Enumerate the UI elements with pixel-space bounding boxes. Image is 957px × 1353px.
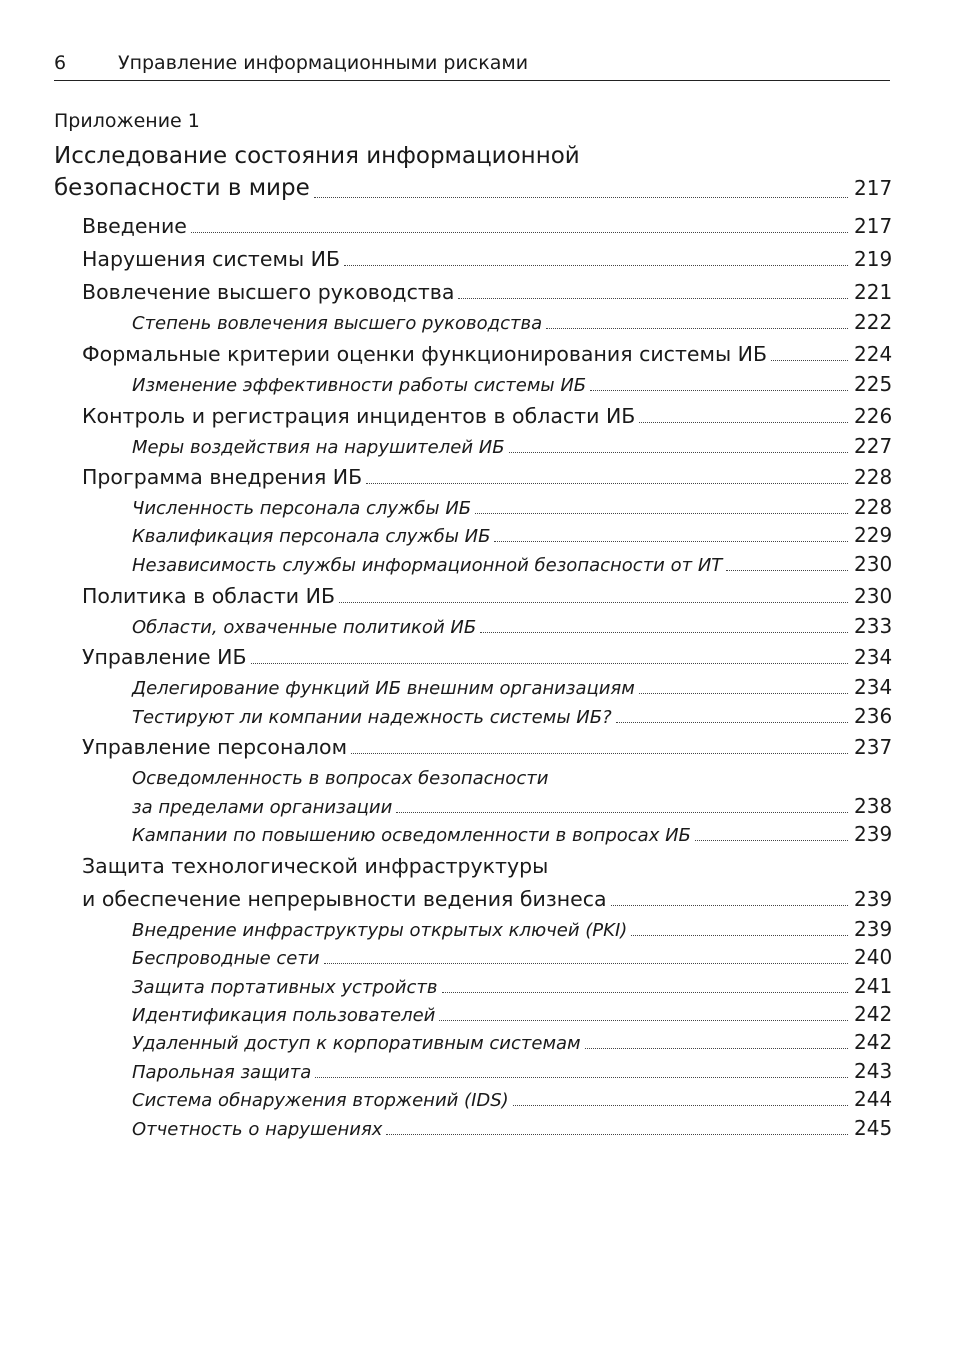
toc-entry: [54, 459, 893, 489]
toc-entry: [54, 911, 893, 941]
toc-entry-page: 233: [854, 614, 893, 638]
toc-entry: [54, 517, 893, 547]
toc-entry-label: Система обнаружения вторжений (IDS): [132, 1090, 509, 1111]
toc-entry: [54, 336, 893, 366]
page-number: 6: [54, 52, 67, 74]
toc-entry-label: Квалификация персонала службы ИБ: [132, 526, 491, 547]
toc-entry: [54, 1110, 893, 1140]
toc-entry-page: 245: [854, 1116, 893, 1140]
leader-dots: [631, 934, 848, 936]
toc-entry: [54, 546, 893, 576]
toc-entry-label: Нарушения системы ИБ: [82, 247, 341, 271]
leader-dots: [396, 811, 848, 813]
toc-entry-page: 229: [854, 523, 893, 547]
leader-dots: [494, 540, 848, 542]
toc-entry-page: 243: [854, 1059, 893, 1083]
toc-entry-page: 242: [854, 1030, 893, 1054]
toc-entry: [54, 366, 893, 396]
toc-entry: [54, 788, 893, 818]
leader-dots: [480, 631, 848, 633]
leader-dots: [442, 991, 849, 993]
leader-dots: [366, 482, 848, 484]
leader-dots: [616, 721, 848, 723]
toc-entry-page: 226: [854, 404, 893, 428]
toc-entry-label: Защита технологической инфраструктуры: [82, 854, 549, 878]
toc-entry: [54, 939, 893, 969]
toc-entry: [54, 428, 893, 458]
leader-dots: [344, 264, 848, 266]
appendix-title: [54, 140, 893, 204]
leader-dots: [513, 1104, 848, 1106]
toc-entry-page: 224: [854, 342, 893, 366]
running-title: Управление информационными рисками: [118, 52, 529, 74]
toc-entry-label: Области, охваченные политикой ИБ: [132, 617, 477, 638]
toc-entry-page: 240: [854, 945, 893, 969]
toc-entry-label: Численность персонала службы ИБ: [132, 498, 472, 519]
toc-entry-label: Тестируют ли компании надежность системы ИБ?: [132, 707, 612, 728]
toc-entry-page: 221: [854, 280, 893, 304]
running-header: [54, 50, 890, 81]
toc-entry-label: и обеспечение непрерывности ведения бизнеса: [82, 887, 607, 911]
toc-entry: [54, 968, 893, 998]
leader-dots: [771, 359, 848, 361]
leader-dots: [324, 962, 848, 964]
toc-entry-label: Удаленный доступ к корпоративным системам: [132, 1033, 581, 1054]
leader-dots: [339, 601, 848, 603]
leader-dots: [251, 662, 848, 664]
leader-dots: [351, 752, 848, 754]
toc-entry: [54, 1053, 893, 1083]
toc-entry-label: Программа внедрения ИБ: [82, 465, 363, 489]
toc-entry: [54, 1081, 893, 1111]
toc-entry-page: 242: [854, 1002, 893, 1026]
appendix-title-text: безопасности в мире: [54, 175, 310, 201]
toc-entry: [54, 698, 893, 728]
toc-entry: [54, 274, 893, 304]
appendix-label: Приложение 1: [54, 110, 200, 132]
toc-entry-page: 238: [854, 794, 893, 818]
leader-dots: [611, 904, 848, 906]
toc-entry: [54, 398, 893, 428]
toc-entry: [54, 489, 893, 519]
toc-entry-label: Отчетность о нарушениях: [132, 1119, 383, 1140]
toc-entry-label: Кампании по повышению осведомленности в вопросах ИБ: [132, 825, 691, 846]
toc-entry-page: 228: [854, 495, 893, 519]
toc-entry: [54, 848, 890, 878]
leader-dots: [475, 512, 848, 514]
leader-dots: [695, 839, 848, 841]
toc-entry: [54, 729, 893, 759]
leader-dots: [546, 327, 848, 329]
leader-dots: [639, 421, 848, 423]
toc-entry: [54, 996, 893, 1026]
toc-entry-page: 219: [854, 247, 893, 271]
toc-entry: [54, 1024, 893, 1054]
toc-entry-label: Идентификация пользователей: [132, 1005, 436, 1026]
toc-entry-label: Изменение эффективности работы системы ИБ: [132, 375, 587, 396]
toc-entry-page: 236: [854, 704, 893, 728]
toc-entry-label: Парольная защита: [132, 1062, 312, 1083]
toc-entry-label: Контроль и регистрация инцидентов в области ИБ: [82, 404, 636, 428]
leader-dots: [726, 569, 848, 571]
toc-entry-label: Делегирование функций ИБ внешним организациям: [132, 678, 635, 699]
toc-entry-label: Политика в области ИБ: [82, 584, 336, 608]
toc-entry-page: 230: [854, 552, 893, 576]
leader-dots: [639, 692, 848, 694]
toc-entry-page: 234: [854, 675, 893, 699]
toc-entry-page: 222: [854, 310, 893, 334]
toc-entry-label: Введение: [82, 214, 187, 238]
toc-entry: [54, 304, 893, 334]
toc-entry-page: 244: [854, 1087, 893, 1111]
toc-entry-label: Осведомленность в вопросах безопасности: [132, 768, 549, 789]
toc-entry-label: Независимость службы информационной безопасности от ИТ: [132, 555, 723, 576]
toc-entry-page: 225: [854, 372, 893, 396]
leader-dots: [386, 1133, 848, 1135]
appendix-title-line1: Исследование состояния информационной: [54, 143, 580, 169]
toc-entry-page: 239: [854, 822, 893, 846]
leader-dots: [590, 389, 848, 391]
leader-dots: [315, 1076, 848, 1078]
toc-entry: [54, 881, 893, 911]
leader-dots: [585, 1047, 848, 1049]
toc-entry: [54, 639, 893, 669]
leader-dots: [191, 231, 848, 233]
toc-entry-label: Беспроводные сети: [132, 948, 320, 969]
toc-entry: [54, 759, 890, 789]
leader-dots: [458, 297, 848, 299]
toc-entry-page: 237: [854, 735, 893, 759]
toc-entry-page: 228: [854, 465, 893, 489]
toc-entry-page: 234: [854, 645, 893, 669]
toc-entry-page: 241: [854, 974, 893, 998]
toc-entry: [54, 241, 893, 271]
toc-entry-page: 239: [854, 887, 893, 911]
leader-dots: [314, 196, 848, 198]
toc-entry-label: Защита портативных устройств: [132, 977, 438, 998]
toc-entry-label: Формальные критерии оценки функционирования системы ИБ: [82, 342, 768, 366]
toc-entry-page: 239: [854, 917, 893, 941]
toc-entry: [54, 208, 893, 238]
toc-entry: [54, 578, 893, 608]
toc-entry-label: Управление ИБ: [82, 645, 247, 669]
toc-entry-page: 227: [854, 434, 893, 458]
toc-entry-label: Меры воздействия на нарушителей ИБ: [132, 437, 505, 458]
toc-entry-label: Степень вовлечения высшего руководства: [132, 313, 543, 334]
leader-dots: [439, 1019, 848, 1021]
toc-entry: [54, 816, 893, 846]
toc-entry-page: 217: [854, 214, 893, 238]
toc-entry: [54, 608, 893, 638]
appendix-title-line2: [54, 172, 893, 204]
toc-entry-label: Внедрение инфраструктуры открытых ключей (PKI): [132, 920, 628, 941]
leader-dots: [509, 451, 848, 453]
toc-entry-label: за пределами организации: [132, 797, 393, 818]
toc-entry-page: 230: [854, 584, 893, 608]
appendix-title-page: 217: [854, 176, 893, 200]
toc-entry: [54, 669, 893, 699]
toc-entry-label: Вовлечение высшего руководства: [82, 280, 455, 304]
toc-entry-label: Управление персоналом: [82, 735, 348, 759]
